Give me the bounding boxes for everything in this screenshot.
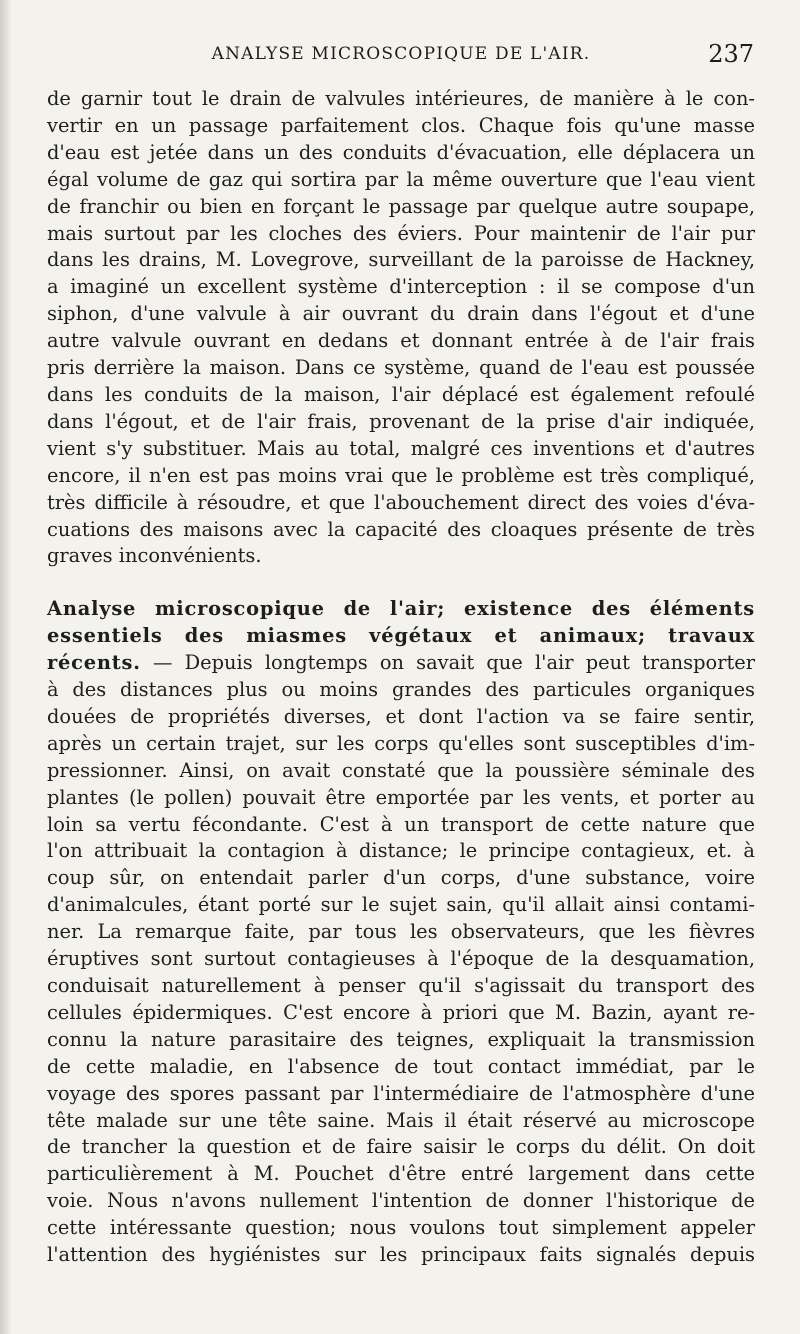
text-line: l'attention des hygiénistes sur les principaux faits signalés depuis: [47, 1243, 755, 1267]
paragraph-microscopic-analysis: [47, 596, 755, 1269]
text-line: voyage des spores passant par l'intermédiaire de l'atmosphère d'une: [47, 1081, 755, 1105]
running-head: [48, 40, 754, 72]
text-line: [47, 650, 755, 677]
text-line: éruptives sont surtout contagieuses à l'époque de la desquamation,: [47, 947, 755, 971]
text-line: vertir en un passage parfaitement clos. Chaque fois qu'une masse: [47, 113, 755, 137]
text-line: loin sa vertu fécondante. C'est à un transport de cette nature que: [47, 812, 755, 836]
section-heading-line: essentiels des miasmes végétaux et animaux; travaux: [47, 624, 755, 648]
text-line: [47, 623, 755, 650]
text-line: douées de propriétés diverses, et dont l'action va se faire sentir,: [47, 704, 755, 728]
page-number: 237: [708, 40, 754, 68]
text-line: particulièrement à M. Pouchet d'être entré largement dans cette: [47, 1162, 755, 1186]
text-line: plantes (le pollen) pouvait être emportée par les vents, et porter au: [47, 785, 755, 809]
text-line: pris derrière la maison. Dans ce système, quand de l'eau est poussée: [47, 356, 755, 380]
text-line: cuations des maisons avec la capacité des cloaques présente de très: [47, 517, 755, 541]
text-line: de cette maladie, en l'absence de tout contact immédiat, par le: [47, 1054, 755, 1078]
paragraph-spacer: [47, 570, 755, 596]
text-line: graves inconvénients.: [47, 544, 262, 568]
running-title: ANALYSE MICROSCOPIQUE DE L'AIR.: [211, 44, 591, 64]
text-line: [47, 596, 755, 623]
text-line: cette intéressante question; nous voulons tout simplement appeler: [47, 1216, 755, 1240]
text-line: a imaginé un excellent système d'interception : il se compose d'un: [47, 275, 755, 299]
section-first-line-text: — Depuis longtemps on savait que l'air peut transporter: [140, 651, 755, 675]
text-line: égal volume de gaz qui sortira par la même ouverture que l'eau vient: [47, 167, 755, 191]
text-line: vient s'y substituer. Mais au total, malgré ces inventions et d'autres: [47, 436, 755, 460]
text-line: mais surtout par les cloches des éviers. Pour maintenir de l'air pur: [47, 221, 755, 245]
text-line: tête malade sur une tête saine. Mais il était réservé au microscope: [47, 1108, 755, 1132]
text-line: après un certain trajet, sur les corps qu'elles sont susceptibles d'im-: [47, 731, 755, 755]
text-line: encore, il n'en est pas moins vrai que le problème est très compliqué,: [47, 463, 755, 487]
body-text: [47, 86, 755, 1269]
text-line: dans les conduits de la maison, l'air déplacé est également refoulé: [47, 382, 755, 406]
text-line: cellules épidermiques. C'est encore à priori que M. Bazin, ayant re-: [47, 1000, 755, 1024]
text-line: conduisait naturellement à penser qu'il s'agissait du transport des: [47, 974, 755, 997]
text-line: connu la nature parasitaire des teignes, expliquait la transmission: [47, 1027, 755, 1051]
text-line: ner. La remarque faite, par tous les observateurs, que les fièvres: [47, 920, 755, 944]
text-line: l'on attribuait la contagion à distance; le principe contagieux, et. à: [47, 839, 755, 863]
text-line: siphon, d'une valvule à air ouvrant du drain dans l'égout et d'une: [47, 302, 755, 326]
text-line: autre valvule ouvrant en dedans et donnant entrée à de l'air frais: [47, 329, 755, 353]
text-line: de trancher la question et de faire saisir le corps du délit. On doit: [47, 1135, 755, 1159]
text-line: de franchir ou bien en forçant le passage par quelque autre soupape,: [47, 194, 755, 218]
text-line: très difficile à résoudre, et que l'abouchement direct des voies d'éva-: [47, 490, 755, 514]
text-line: pressionner. Ainsi, on avait constaté que la poussière séminale des: [47, 758, 755, 782]
text-line: voie. Nous n'avons nullement l'intention de donner l'historique de: [47, 1189, 755, 1213]
text-line: à des distances plus ou moins grandes des particules organiques: [47, 678, 755, 702]
paragraph-drains: [47, 86, 755, 570]
text-line: d'animalcules, étant porté sur le sujet sain, qu'il allait ainsi contami-: [47, 893, 755, 917]
text-line: dans les drains, M. Lovegrove, surveillant de la paroisse de Hackney,: [47, 248, 755, 272]
text-line: d'eau est jetée dans un des conduits d'évacuation, elle déplacera un: [47, 140, 755, 164]
section-heading-line: Analyse microscopique de l'air; existence des éléments: [47, 597, 755, 621]
text-line: coup sûr, on entendait parler d'un corps, d'une substance, voire: [47, 866, 755, 890]
section-heading-line: récents.: [47, 651, 141, 675]
text-line: de garnir tout le drain de valvules intérieures, de manière à le con-: [47, 87, 755, 110]
text-line: dans l'égout, et de l'air frais, provenant de la prise d'air indiquée,: [47, 409, 755, 433]
